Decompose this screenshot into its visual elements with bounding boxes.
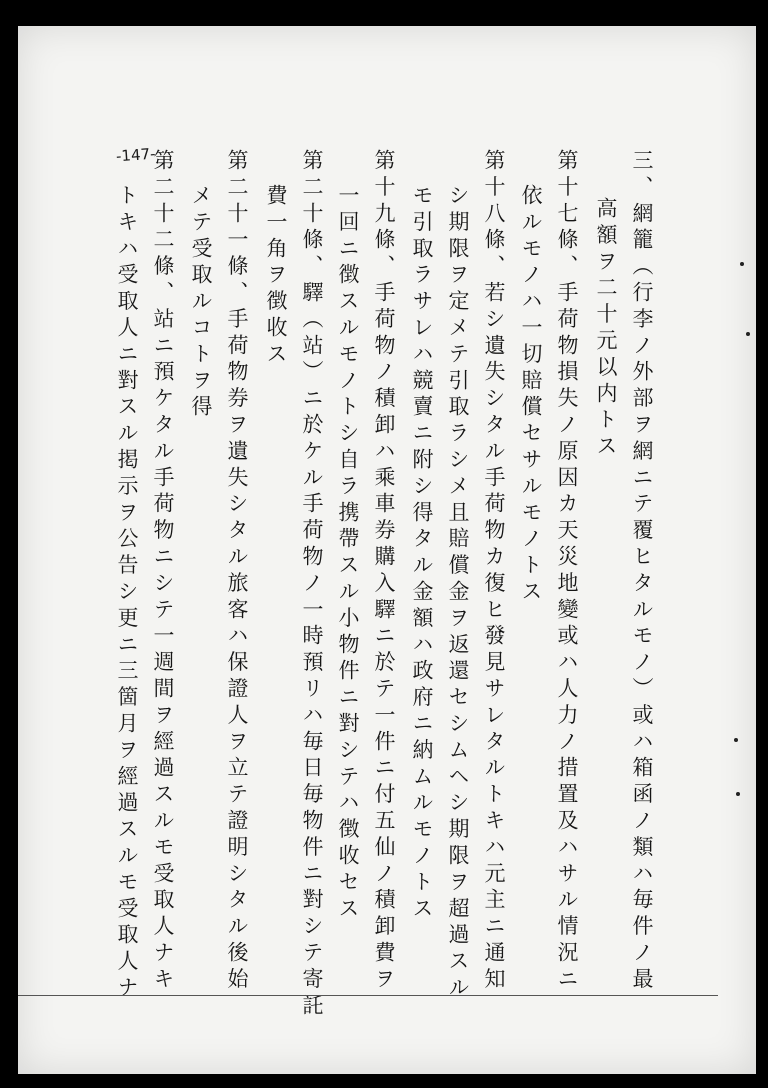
- text-column-5: 第十八條、若シ遺失シタル手荷物カ復ヒ發見サレタルトキハ元主ニ通知: [482, 149, 506, 994]
- text-column-6: シ期限ヲ定メテ引取ラシメ且賠償金ヲ返還セシムヘシ期限ヲ超過スル: [446, 184, 470, 1003]
- scan-speck: [734, 738, 738, 742]
- page-number: -147-: [115, 144, 157, 166]
- text-column-7: モ引取ラサレハ競賣ニ附シ得タル金額ハ政府ニ納ムルモノトス: [410, 184, 434, 924]
- text-column-15: トキハ受取人ニ對スル掲示ヲ公告シ更ニ三箇月ヲ經過スルモ受取人ナ: [115, 184, 139, 1003]
- text-column-12: 第二十一條、手荷物券ヲ遺失シタル旅客ハ保證人ヲ立テ證明シタル後始: [225, 149, 249, 994]
- document-page: [18, 26, 756, 1074]
- text-column-13: メテ受取ルコトヲ得: [189, 184, 213, 422]
- scan-speck: [746, 332, 750, 336]
- text-column-14: 第二十二條、站ニ預ケタル手荷物ニシテ一週間ヲ經過スルモ受取人ナキ: [151, 149, 175, 994]
- text-column-9: 一回ニ徴スルモノトシ自ラ携帶スル小物件ニ對シテハ徴收セス: [336, 184, 360, 924]
- text-column-3: 第十七條、手荷物損失ノ原因カ天災地變或ハ人力ノ措置及ハサル情況ニ: [555, 149, 579, 994]
- scan-speck: [736, 792, 740, 796]
- page-bottom-rule: [18, 995, 718, 996]
- scan-speck: [740, 262, 744, 266]
- text-column-10: 第二十條、驛（站）ニ於ケル手荷物ノ一時預リハ毎日毎物件ニ對シテ寄託: [300, 149, 324, 1021]
- text-column-2: 高額ヲ二十元以内トス: [594, 197, 618, 461]
- text-column-1: 三、網籠（行李ノ外部ヲ網ニテ覆ヒタルモノ）或ハ箱函ノ類ハ毎件ノ最: [630, 149, 654, 994]
- text-column-11: 費一角ヲ徴收ス: [264, 184, 288, 369]
- text-column-4: 依ルモノハ一切賠償セサルモノトス: [519, 184, 543, 607]
- text-column-8: 第十九條、手荷物ノ積卸ハ乘車券購入驛ニ於テ一件ニ付五仙ノ積卸費ヲ: [372, 149, 396, 994]
